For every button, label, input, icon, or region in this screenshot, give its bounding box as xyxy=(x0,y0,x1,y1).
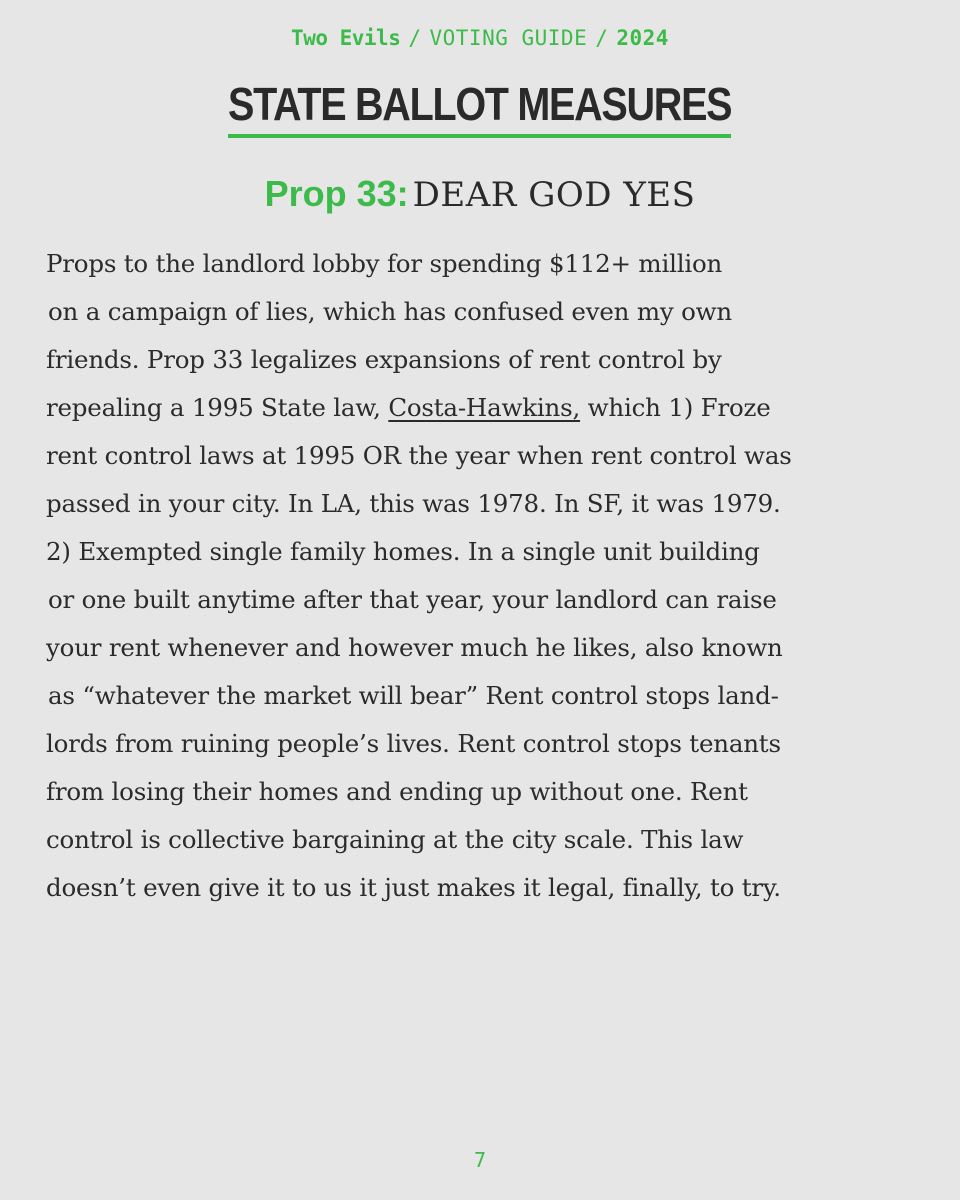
body-line: lords from ruining people’s lives. Rent control stops tenants xyxy=(46,729,781,758)
page-number: 7 xyxy=(473,1148,487,1172)
page-title: STATE BALLOT MEASURES xyxy=(228,76,731,138)
header-separator: / xyxy=(595,26,609,50)
costa-hawkins-link[interactable]: Costa-Hawkins, xyxy=(388,393,581,422)
body-line: from losing their homes and ending up without one. Rent xyxy=(46,777,748,806)
body-line: control is collective bargaining at the city scale. This law xyxy=(46,825,744,854)
page-title-container xyxy=(0,76,960,138)
body-line: your rent whenever and however much he likes, also known xyxy=(46,633,783,662)
header-separator: / xyxy=(408,26,422,50)
year-label: 2024 xyxy=(616,26,669,50)
body-text-segment: which 1) Froze xyxy=(580,393,771,422)
measure-heading xyxy=(0,168,960,228)
brand-name: Two Evils xyxy=(291,26,401,50)
guide-label: VOTING GUIDE xyxy=(429,26,588,50)
body-line: as “whatever the market will bear” Rent control stops land- xyxy=(48,681,779,710)
body-line: on a campaign of lies, which has confused even my own xyxy=(48,297,733,326)
measure-verdict: DEAR GOD YES xyxy=(412,175,696,215)
body-line: friends. Prop 33 legalizes expansions of rent control by xyxy=(46,345,722,374)
body-line: rent control laws at 1995 OR the year when rent control was xyxy=(46,441,792,470)
body-line: passed in your city. In LA, this was 1978. In SF, it was 1979. xyxy=(46,489,781,518)
body-line: doesn’t even give it to us it just makes it legal, finally, to try. xyxy=(46,873,781,902)
body-line xyxy=(46,384,926,432)
header-breadcrumb xyxy=(0,26,960,50)
body-line: 2) Exempted single family homes. In a single unit building xyxy=(46,537,760,566)
measure-label: Prop 33: xyxy=(264,173,409,214)
body-line: or one built anytime after that year, your landlord can raise xyxy=(48,585,777,614)
article-body xyxy=(46,240,926,912)
body-text-segment: repealing a 1995 State law, xyxy=(46,393,389,422)
body-line: Props to the landlord lobby for spending $112+ million xyxy=(46,249,723,278)
